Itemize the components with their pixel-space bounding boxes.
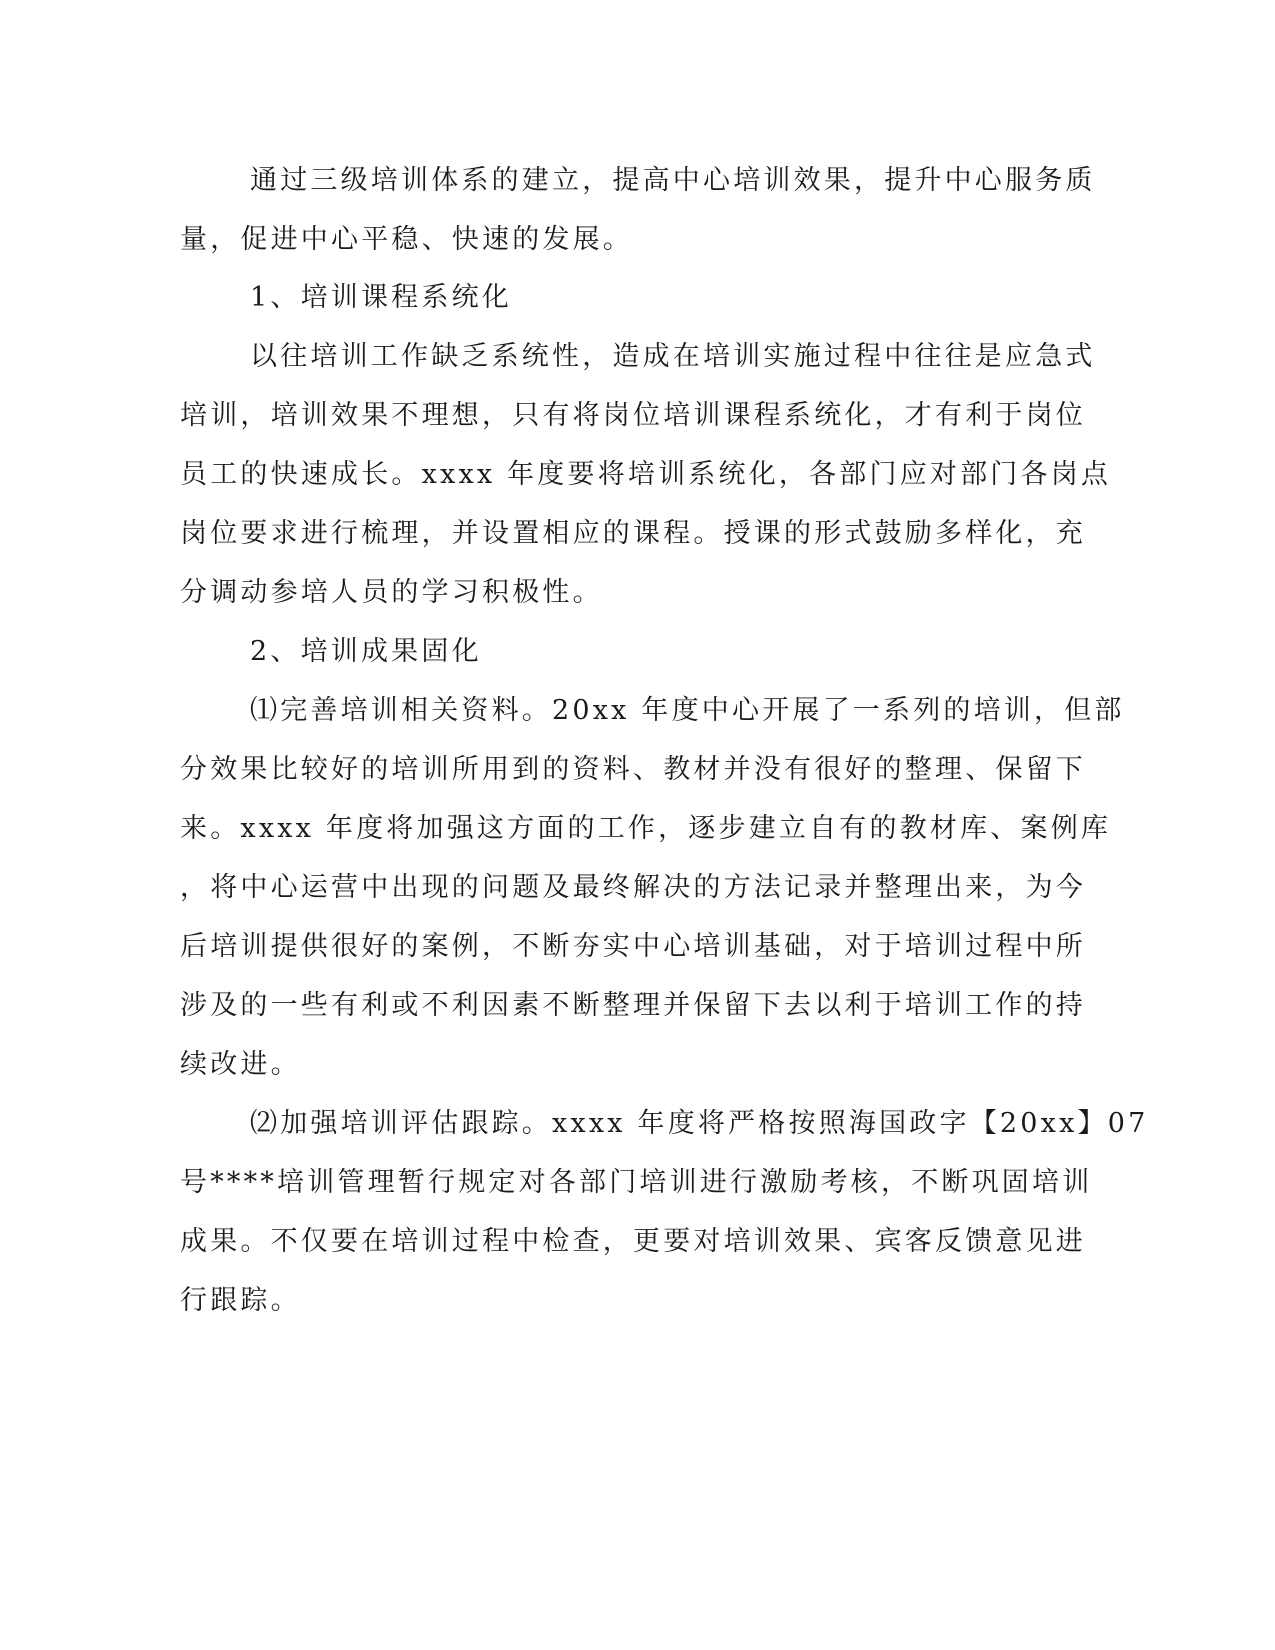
text-line: ⑴完善培训相关资料。20xx 年度中心开展了一系列的培训，但部 xyxy=(250,695,1125,726)
section-heading: 2、培训成果固化 xyxy=(250,636,482,667)
text-line: 行跟踪。 xyxy=(180,1285,301,1316)
text-line: 号****培训管理暂行规定对各部门培训进行激励考核，不断巩固培训 xyxy=(180,1167,1093,1198)
text-line: 量，促进中心平稳、快速的发展。 xyxy=(180,224,633,255)
section-heading: 1、培训课程系统化 xyxy=(250,282,512,313)
text-line: 续改进。 xyxy=(180,1049,301,1080)
text-line: 以往培训工作缺乏系统性，造成在培训实施过程中往往是应急式 xyxy=(250,341,1096,372)
text-line: ⑵加强培训评估跟踪。xxxx 年度将严格按照海国政字【20xx】07 xyxy=(250,1108,1149,1139)
text-line: 通过三级培训体系的建立，提高中心培训效果，提升中心服务质 xyxy=(250,165,1096,196)
text-line: 分效果比较好的培训所用到的资料、教材并没有很好的整理、保留下 xyxy=(180,754,1086,785)
text-line: 分调动参培人员的学习积极性。 xyxy=(180,577,603,608)
text-line: 员工的快速成长。xxxx 年度要将培训系统化，各部门应对部门各岗点 xyxy=(180,459,1112,490)
text-line: 后培训提供很好的案例，不断夯实中心培训基础，对于培训过程中所 xyxy=(180,931,1086,962)
text-line: 成果。不仅要在培训过程中检查，更要对培训效果、宾客反馈意见进 xyxy=(180,1226,1086,1257)
text-line: 岗位要求进行梳理，并设置相应的课程。授课的形式鼓励多样化，充 xyxy=(180,518,1086,549)
text-line: 培训，培训效果不理想，只有将岗位培训课程系统化，才有利于岗位 xyxy=(180,400,1086,431)
text-line: ，将中心运营中出现的问题及最终解决的方法记录并整理出来，为今 xyxy=(180,872,1086,903)
text-line: 来。xxxx 年度将加强这方面的工作，逐步建立自有的教材库、案例库 xyxy=(180,813,1112,844)
text-line: 涉及的一些有利或不利因素不断整理并保留下去以利于培训工作的持 xyxy=(180,990,1086,1021)
